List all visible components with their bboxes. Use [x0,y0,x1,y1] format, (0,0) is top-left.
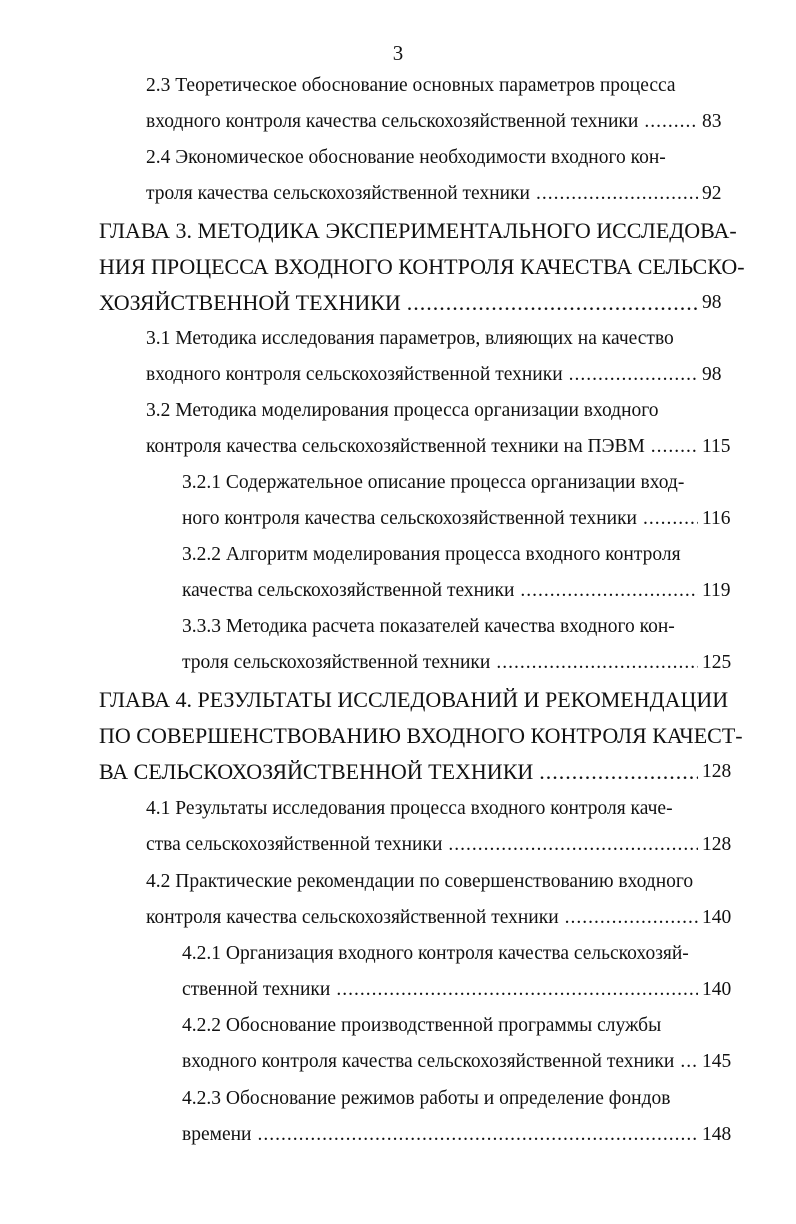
page-number: 3 [392,41,404,65]
toc-entry-2-3-line-2: входного контроля качества сельскохозяйственной техники ..... [146,106,706,138]
toc-entry-3-2-1-line-2: ного контроля качества сельскохозяйственной техники ..... [182,503,706,535]
dot-leader [644,106,698,138]
toc-page-number: 140 [702,907,732,928]
toc-page-number: 119 [702,580,731,601]
toc-entry-3-2-line-1: 3.2 Методика моделирования процесса организации входного [146,400,659,421]
toc-entry-3-2-2-line-1: 3.2.2 Алгоритм моделирования процесса входного контроля [182,544,681,565]
toc-page-number: 148 [702,1124,732,1145]
toc-entry-3-2-2-line-2: качества сельскохозяйственной техники ..... [182,575,706,607]
dot-leader [520,575,698,607]
toc-entry-2-3-line-1: 2.3 Теоретическое обоснование основных параметров процесса [146,75,676,96]
toc-entry-4-2-2-line-2: входного контроля качества сельскохозяйственной техники ..... [182,1046,706,1078]
toc-entry-3-1-line-1: 3.1 Методика исследования параметров, влияющих на качество [146,328,674,349]
toc-entry-4-2-3-line-1: 4.2.3 Обоснование режимов работы и определение фондов [182,1088,671,1109]
dot-leader [651,431,698,463]
toc-page-number: 116 [702,508,731,529]
toc-page-number: 98 [702,364,722,385]
toc-page-number: 140 [702,979,732,1000]
toc-page-number: 145 [702,1051,732,1072]
dot-leader [643,503,698,535]
toc-entry-3-3-3-line-2: троля сельскохозяйственной техники ..... [182,647,706,679]
toc-chapter-4-line-2: ПО СОВЕРШЕНСТВОВАНИЮ ВХОДНОГО КОНТРОЛЯ КАЧЕСТ- [99,723,743,748]
toc-page-number: 115 [702,436,731,457]
toc-entry-2-4-line-2: троля качества сельскохозяйственной техники ..... [146,178,706,210]
dot-leader [536,178,698,210]
toc-entry-4-2-3-line-2: времени ..... [182,1119,706,1151]
dot-leader [496,647,698,679]
toc-entry-4-2-2-line-1: 4.2.2 Обоснование производственной программы службы [182,1015,662,1036]
toc-page-number: 128 [702,834,732,855]
toc-page-number: 83 [702,111,722,132]
dot-leader [569,359,698,391]
dot-leader [336,974,698,1006]
toc-entry-2-4-line-1: 2.4 Экономическое обоснование необходимости входного кон- [146,147,666,168]
toc-entry-3-2-1-line-1: 3.2.1 Содержательное описание процесса организации вход- [182,472,685,493]
toc-chapter-3-line-2: НИЯ ПРОЦЕССА ВХОДНОГО КОНТРОЛЯ КАЧЕСТВА СЕЛЬСКО- [99,254,745,279]
dot-leader [680,1046,698,1078]
toc-entry-3-3-3-line-1: 3.3.3 Методика расчета показателей качества входного кон- [182,616,675,637]
toc-entry-4-2-line-1: 4.2 Практические рекомендации по совершенствованию входного [146,871,694,892]
toc-chapter-3-line-3: ХОЗЯЙСТВЕННОЙ ТЕХНИКИ ..... [99,287,706,319]
toc-chapter-3-line-1: ГЛАВА 3. МЕТОДИКА ЭКСПЕРИМЕНТАЛЬНОГО ИССЛЕДОВА- [99,218,737,243]
toc-entry-3-1-line-2: входного контроля сельскохозяйственной техники ..... [146,359,706,391]
toc-entry-4-2-line-2: контроля качества сельскохозяйственной техники ..... [146,902,706,934]
toc-page-number: 98 [702,292,722,313]
toc-chapter-4-line-3: ВА СЕЛЬСКОХОЗЯЙСТВЕННОЙ ТЕХНИКИ ..... [99,756,706,788]
toc-page-number: 128 [702,761,732,782]
dot-leader [539,756,698,788]
toc-chapter-4-line-1: ГЛАВА 4. РЕЗУЛЬТАТЫ ИССЛЕДОВАНИЙ И РЕКОМЕНДАЦИИ [99,687,729,712]
toc-entry-4-2-1-line-1: 4.2.1 Организация входного контроля качества сельскохозяй- [182,943,689,964]
toc-entry-4-1-line-1: 4.1 Результаты исследования процесса входного контроля каче- [146,798,673,819]
dot-leader [407,287,698,319]
toc-page-number: 92 [702,183,722,204]
dot-leader [257,1119,698,1151]
dot-leader [448,829,698,861]
toc-entry-3-2-line-2: контроля качества сельскохозяйственной техники на ПЭВМ ..... [146,431,706,463]
toc-page-number: 125 [702,652,732,673]
toc-entry-4-2-1-line-2: ственной техники ..... [182,974,706,1006]
dot-leader [565,902,698,934]
toc-entry-4-1-line-2: ства сельскохозяйственной техники ..... [146,829,706,861]
